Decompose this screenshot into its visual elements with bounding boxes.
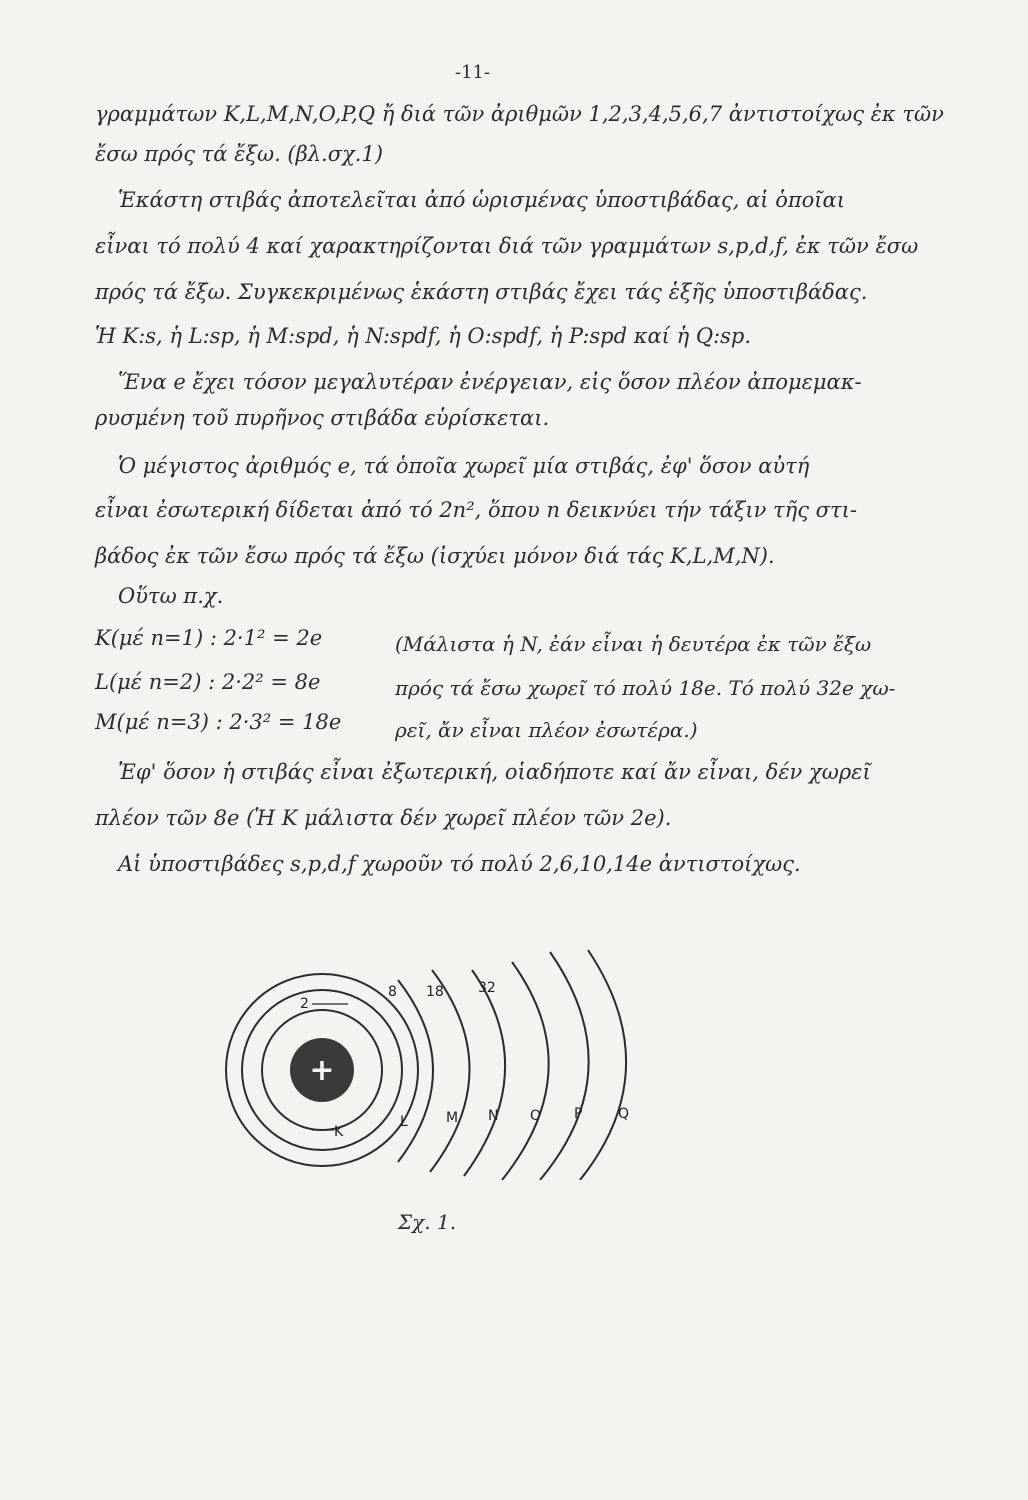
note-line: (Μάλιστα ἡ N, ἐάν εἶναι ἡ δευτέρα ἐκ τῶν ἔξω bbox=[395, 632, 872, 656]
formula-l: L(μέ n=2) : 2·2² = 8e bbox=[95, 670, 321, 694]
text-line: Ὁ μέγιστος ἀριθμός e, τά ὁποῖα χωρεῖ μία στιβάς, ἐφ' ὅσον αὐτή bbox=[118, 454, 810, 478]
text-line: Οὕτω π.χ. bbox=[118, 584, 224, 608]
formula-k: K(μέ n=1) : 2·1² = 2e bbox=[95, 626, 323, 650]
text-line: εἶναι ἐσωτερική δίδεται ἀπό τό 2n², ὅπου n δεικνύει τήν τάξιν τῆς στι- bbox=[95, 498, 857, 522]
text-line: Ἑκάστη στιβάς ἀποτελεῖται ἀπό ὡρισμένας ὑποστιβάδας, αἱ ὁποῖαι bbox=[118, 188, 845, 212]
atom-shell-diagram bbox=[220, 940, 680, 1180]
shell-label-k: K bbox=[334, 1124, 344, 1140]
note-line: ρεῖ, ἄν εἶναι πλέον ἐσωτέρα.) bbox=[395, 718, 698, 742]
note-line: πρός τά ἔσω χωρεῖ τό πολύ 18e. Τό πολύ 32e χω- bbox=[395, 676, 896, 700]
shell-o-arc bbox=[430, 970, 470, 1172]
formula-m: M(μέ n=3) : 2·3² = 18e bbox=[95, 710, 342, 734]
text-line: ρυσμένη τοῦ πυρῆνος στιβάδα εὑρίσκεται. bbox=[95, 406, 550, 430]
capacity-label-8: 8 bbox=[388, 984, 397, 1000]
text-line: πρός τά ἔξω. Συγκεκριμένως ἑκάστη στιβάς ἔχει τάς ἑξῆς ὑποστιβάδας. bbox=[95, 280, 868, 304]
shell-q-arc bbox=[502, 962, 549, 1180]
text-line: ἔσω πρός τά ἔξω. (βλ.σχ.1) bbox=[95, 142, 384, 166]
text-line: Ἕνα e ἔχει τόσον μεγαλυτέραν ἐνέργειαν, εἰς ὅσον πλέον ἀπομεμακ- bbox=[118, 370, 862, 394]
shell-s-arc bbox=[580, 950, 626, 1180]
shell-label-q: Q bbox=[618, 1106, 630, 1122]
text-line: Ἐφ' ὅσον ἡ στιβάς εἶναι ἐξωτερική, οἱαδήποτε καί ἄν εἶναι, δέν χωρεῖ bbox=[118, 760, 871, 784]
shell-label-n: N bbox=[488, 1108, 499, 1124]
figure-caption: Σχ. 1. bbox=[398, 1210, 457, 1234]
shell-label-p: P bbox=[574, 1106, 583, 1122]
shell-label-l: L bbox=[400, 1114, 408, 1130]
nucleus-plus: + bbox=[309, 1053, 335, 1088]
text-line: Ἡ K:s, ἡ L:sp, ἡ M:spd, ἡ N:spdf, ἡ O:spdf, ἡ P:spd καί ἡ Q:sp. bbox=[95, 324, 752, 348]
shell-label-o: O bbox=[530, 1108, 542, 1124]
text-line: βάδος ἐκ τῶν ἔσω πρός τά ἔξω (ἰσχύει μόνον διά τάς K,L,M,N). bbox=[95, 544, 775, 568]
text-line: πλέον τῶν 8e (Ἡ K μάλιστα δέν χωρεῖ πλέον τῶν 2e). bbox=[95, 806, 672, 830]
text-line: εἶναι τό πολύ 4 καί χαρακτηρίζονται διά τῶν γραμμάτων s,p,d,f, ἐκ τῶν ἔσω bbox=[95, 234, 919, 258]
shell-n-arc bbox=[398, 980, 433, 1162]
shell-r-arc bbox=[540, 952, 589, 1180]
shell-label-m: M bbox=[446, 1110, 459, 1126]
capacity-label-32: 32 bbox=[478, 980, 496, 996]
capacity-label-18: 18 bbox=[426, 984, 444, 1000]
page-number: -11- bbox=[455, 62, 491, 83]
text-line: Αἱ ὑποστιβάδες s,p,d,f χωροῦν τό πολύ 2,6,10,14e ἀντιστοίχως. bbox=[118, 852, 801, 876]
text-line: γραμμάτων K,L,M,N,O,P,Q ἤ διά τῶν ἀριθμῶν 1,2,3,4,5,6,7 ἀντιστοίχως ἐκ τῶν bbox=[95, 102, 944, 126]
capacity-label-2: 2 bbox=[300, 996, 309, 1012]
